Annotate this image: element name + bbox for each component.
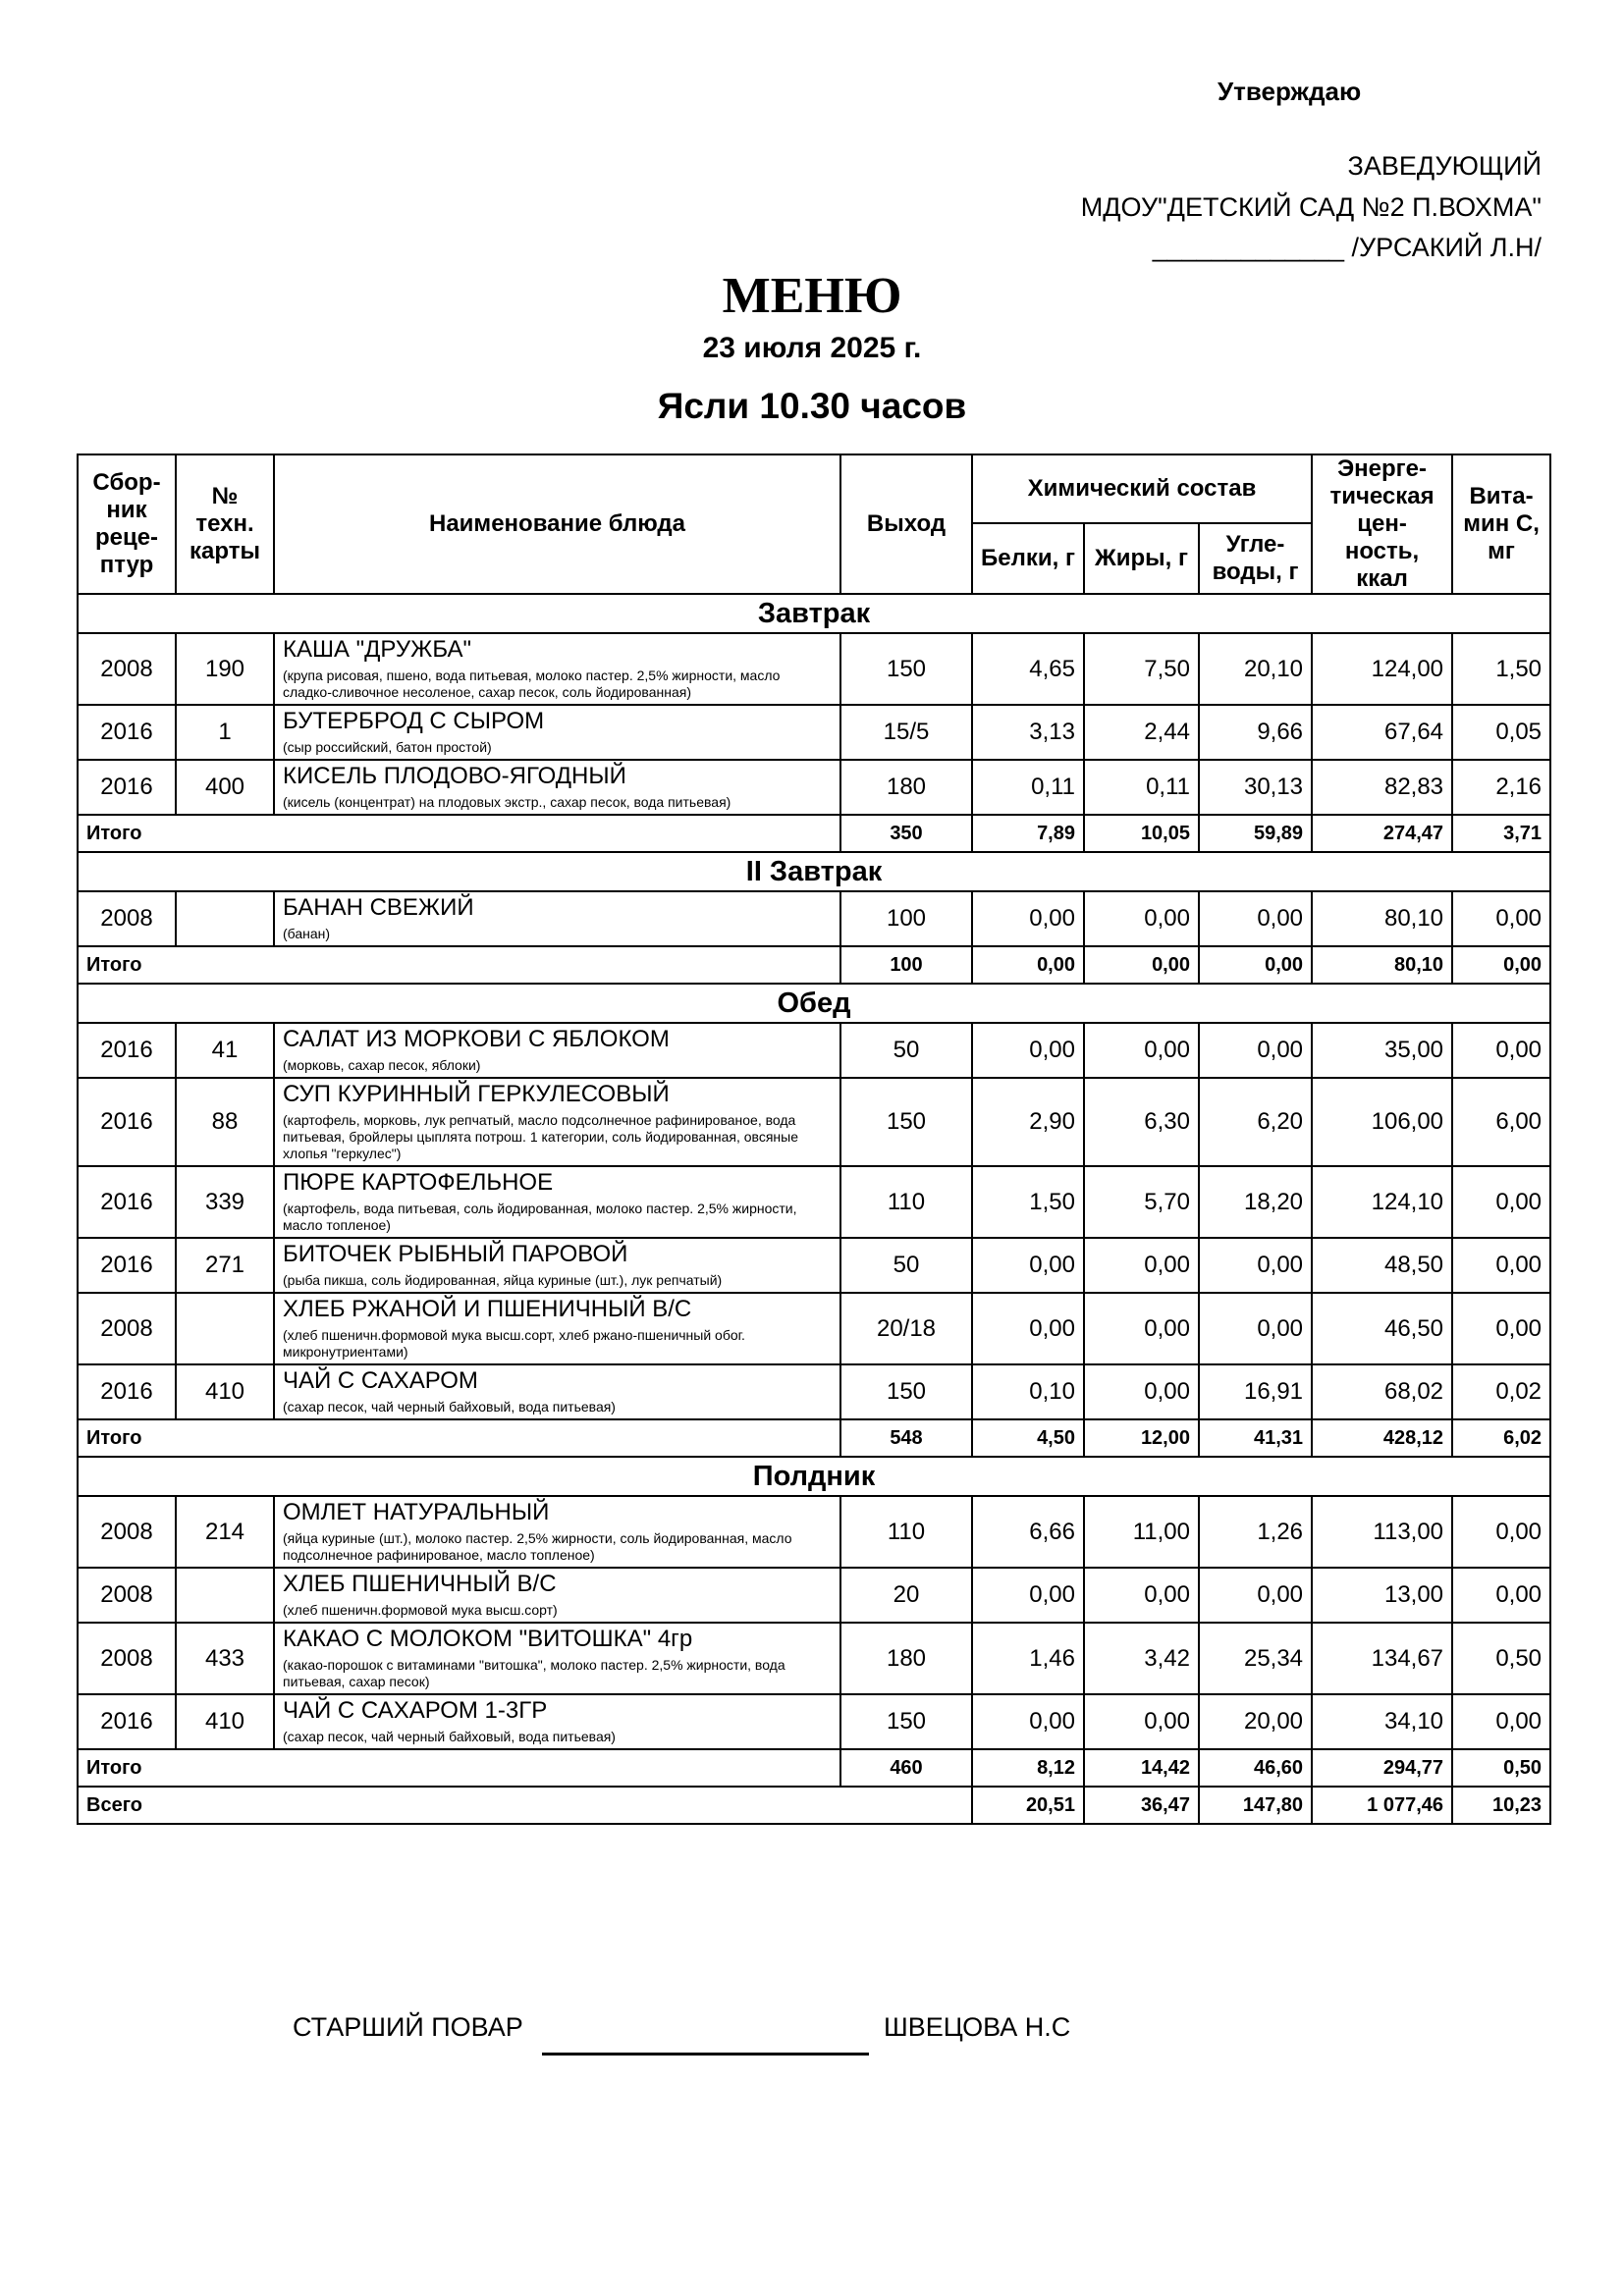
output-cell: 100	[840, 891, 972, 946]
fat-cell: 7,50	[1084, 633, 1199, 705]
total-energy: 274,47	[1312, 815, 1452, 852]
footer-name: ШВЕЦОВА Н.С	[884, 2012, 1071, 2042]
dish-composition: (сахар песок, чай черный байховый, вода питьевая)	[283, 1399, 616, 1415]
total-protein: 8,12	[972, 1749, 1084, 1787]
dish-cell	[274, 1293, 840, 1364]
total-vitc: 0,00	[1452, 946, 1550, 984]
total-label: Итого	[78, 1419, 840, 1457]
energy-cell: 67,64	[1312, 705, 1452, 760]
dish-composition: (картофель, морковь, лук репчатый, масло подсолнечное рафинированое, вода питьевая, бройлеры цыплята потрош. 1 категории, соль йодированная, овсяные хлопья "геркулес")	[283, 1112, 798, 1161]
dish-cell	[274, 1023, 840, 1078]
dish-cell	[274, 760, 840, 815]
vitc-cell: 0,00	[1452, 1568, 1550, 1623]
total-vitc: 3,71	[1452, 815, 1550, 852]
carbs-cell: 25,34	[1199, 1623, 1312, 1694]
total-carbs: 46,60	[1199, 1749, 1312, 1787]
col-dish: Наименование блюда	[274, 454, 840, 594]
output-cell: 20	[840, 1568, 972, 1623]
vitc-cell: 2,16	[1452, 760, 1550, 815]
dish-composition: (сыр российский, батон простой)	[283, 739, 492, 755]
dish-name: БАНАН СВЕЖИЙ	[283, 894, 474, 921]
protein-cell: 6,66	[972, 1496, 1084, 1568]
grand-total-row	[78, 1787, 1550, 1824]
dish-name: БУТЕРБРОД С СЫРОМ	[283, 708, 545, 734]
card-cell: 88	[176, 1078, 274, 1166]
total-label: Итого	[78, 1749, 840, 1787]
dish-name: ОМЛЕТ НАТУРАЛЬНЫЙ	[283, 1499, 550, 1525]
collection-cell: 2016	[78, 1078, 176, 1166]
vitc-cell: 0,00	[1452, 1238, 1550, 1293]
protein-cell: 0,00	[972, 1023, 1084, 1078]
dish-name: ПЮРЕ КАРТОФЕЛЬНОЕ	[283, 1169, 554, 1196]
total-protein: 7,89	[972, 815, 1084, 852]
protein-cell: 1,50	[972, 1166, 1084, 1238]
energy-cell: 34,10	[1312, 1694, 1452, 1749]
total-carbs: 41,31	[1199, 1419, 1312, 1457]
dish-cell	[274, 891, 840, 946]
fat-cell: 0,00	[1084, 1364, 1199, 1419]
carbs-cell: 9,66	[1199, 705, 1312, 760]
dish-composition: (рыба пикша, соль йодированная, яйца куриные (шт.), лук репчатый)	[283, 1272, 723, 1288]
dish-cell	[274, 1568, 840, 1623]
fat-cell: 6,30	[1084, 1078, 1199, 1166]
dish-row	[78, 891, 1550, 946]
menu-subtitle: Ясли 10.30 часов	[657, 386, 967, 426]
collection-cell: 2008	[78, 1293, 176, 1364]
protein-cell: 3,13	[972, 705, 1084, 760]
card-cell: 1	[176, 705, 274, 760]
protein-cell: 0,00	[972, 1238, 1084, 1293]
dish-name: ХЛЕБ РЖАНОЙ И ПШЕНИЧНЫЙ В/С	[283, 1296, 692, 1322]
dish-cell	[274, 705, 840, 760]
dish-name: КИСЕЛЬ ПЛОДОВО-ЯГОДНЫЙ	[283, 763, 626, 789]
energy-cell: 13,00	[1312, 1568, 1452, 1623]
dish-name: СУП КУРИННЫЙ ГЕРКУЛЕСОВЫЙ	[283, 1081, 670, 1107]
dish-cell	[274, 1496, 840, 1568]
carbs-cell: 0,00	[1199, 1238, 1312, 1293]
output-cell: 110	[840, 1166, 972, 1238]
fat-cell: 3,42	[1084, 1623, 1199, 1694]
card-cell	[176, 1568, 274, 1623]
total-energy: 80,10	[1312, 946, 1452, 984]
vitc-cell: 0,00	[1452, 1166, 1550, 1238]
protein-cell: 0,00	[972, 891, 1084, 946]
dish-name: БИТОЧЕК РЫБНЫЙ ПАРОВОЙ	[283, 1241, 628, 1267]
menu-table	[77, 454, 1551, 1825]
col-fat: Жиры, г	[1084, 523, 1199, 594]
carbs-cell: 0,00	[1199, 1293, 1312, 1364]
col-output: Выход	[840, 454, 972, 594]
page-title: МЕНЮ	[722, 268, 902, 324]
protein-cell: 0,00	[972, 1293, 1084, 1364]
card-cell	[176, 891, 274, 946]
col-card: № техн. карты	[176, 454, 274, 594]
protein-cell: 0,10	[972, 1364, 1084, 1419]
collection-cell: 2016	[78, 760, 176, 815]
col-protein: Белки, г	[972, 523, 1084, 594]
protein-cell: 0,11	[972, 760, 1084, 815]
total-output: 460	[840, 1749, 972, 1787]
carbs-cell: 20,00	[1199, 1694, 1312, 1749]
head-position: ЗАВЕДУЮЩИЙ	[1347, 151, 1542, 181]
dish-composition: (морковь, сахар песок, яблоки)	[283, 1057, 481, 1073]
dish-row	[78, 1078, 1550, 1166]
dish-row	[78, 1568, 1550, 1623]
energy-cell: 124,10	[1312, 1166, 1452, 1238]
section-title: Завтрак	[78, 594, 1550, 633]
energy-cell: 80,10	[1312, 891, 1452, 946]
total-output: 548	[840, 1419, 972, 1457]
output-cell: 20/18	[840, 1293, 972, 1364]
total-label: Итого	[78, 946, 840, 984]
total-fat: 10,05	[1084, 815, 1199, 852]
dish-row	[78, 1496, 1550, 1568]
vitc-cell: 0,00	[1452, 1293, 1550, 1364]
fat-cell: 0,11	[1084, 760, 1199, 815]
collection-cell: 2016	[78, 705, 176, 760]
menu-date: 23 июля 2025 г.	[702, 332, 922, 364]
card-cell: 214	[176, 1496, 274, 1568]
total-vitc: 0,50	[1452, 1749, 1550, 1787]
total-protein: 4,50	[972, 1419, 1084, 1457]
card-cell: 410	[176, 1694, 274, 1749]
section-title: II Завтрак	[78, 852, 1550, 891]
total-row	[78, 1749, 1550, 1787]
dish-name: ЧАЙ С САХАРОМ 1-3ГР	[283, 1697, 548, 1724]
vitc-cell: 0,05	[1452, 705, 1550, 760]
dish-row	[78, 1364, 1550, 1419]
col-carbs: Угле-воды, г	[1199, 523, 1312, 594]
collection-cell: 2008	[78, 633, 176, 705]
carbs-cell: 16,91	[1199, 1364, 1312, 1419]
dish-cell	[274, 1364, 840, 1419]
dish-name: ХЛЕБ ПШЕНИЧНЫЙ В/С	[283, 1571, 557, 1597]
dish-cell	[274, 1623, 840, 1694]
dish-cell	[274, 1078, 840, 1166]
carbs-cell: 6,20	[1199, 1078, 1312, 1166]
total-fat: 0,00	[1084, 946, 1199, 984]
fat-cell: 11,00	[1084, 1496, 1199, 1568]
card-cell: 271	[176, 1238, 274, 1293]
collection-cell: 2008	[78, 1623, 176, 1694]
card-cell: 433	[176, 1623, 274, 1694]
card-cell	[176, 1293, 274, 1364]
dish-row	[78, 1293, 1550, 1364]
dish-row	[78, 633, 1550, 705]
output-cell: 150	[840, 633, 972, 705]
section-row	[78, 852, 1550, 891]
energy-cell: 46,50	[1312, 1293, 1452, 1364]
carbs-cell: 0,00	[1199, 1023, 1312, 1078]
section-row	[78, 984, 1550, 1023]
section-title: Обед	[78, 984, 1550, 1023]
total-row	[78, 1419, 1550, 1457]
vitc-cell: 0,00	[1452, 1496, 1550, 1568]
carbs-cell: 18,20	[1199, 1166, 1312, 1238]
fat-cell: 2,44	[1084, 705, 1199, 760]
protein-cell: 1,46	[972, 1623, 1084, 1694]
dish-composition: (сахар песок, чай черный байховый, вода питьевая)	[283, 1729, 616, 1744]
total-fat: 14,42	[1084, 1749, 1199, 1787]
grand-total-label: Всего	[78, 1787, 972, 1824]
col-energy: Энерге-тическая цен-ность, ккал	[1312, 454, 1452, 594]
card-cell: 190	[176, 633, 274, 705]
carbs-cell: 1,26	[1199, 1496, 1312, 1568]
output-cell: 50	[840, 1023, 972, 1078]
section-title: Полдник	[78, 1457, 1550, 1496]
dish-row	[78, 1694, 1550, 1749]
total-label: Итого	[78, 815, 840, 852]
fat-cell: 0,00	[1084, 1293, 1199, 1364]
collection-cell: 2016	[78, 1694, 176, 1749]
dish-name: КАКАО С МОЛОКОМ "ВИТОШКА" 4гр	[283, 1626, 693, 1652]
energy-cell: 35,00	[1312, 1023, 1452, 1078]
card-cell: 339	[176, 1166, 274, 1238]
carbs-cell: 20,10	[1199, 633, 1312, 705]
protein-cell: 0,00	[972, 1694, 1084, 1749]
total-carbs: 0,00	[1199, 946, 1312, 984]
carbs-cell: 0,00	[1199, 891, 1312, 946]
signature-line	[542, 2053, 869, 2056]
grand-total-fat: 36,47	[1084, 1787, 1199, 1824]
total-output: 100	[840, 946, 972, 984]
head-org: МДОУ"ДЕТСКИЙ САД №2 П.ВОХМА"	[1080, 192, 1542, 222]
dish-row	[78, 705, 1550, 760]
total-vitc: 6,02	[1452, 1419, 1550, 1457]
total-energy: 294,77	[1312, 1749, 1452, 1787]
total-carbs: 59,89	[1199, 815, 1312, 852]
energy-cell: 113,00	[1312, 1496, 1452, 1568]
fat-cell: 0,00	[1084, 1023, 1199, 1078]
energy-cell: 82,83	[1312, 760, 1452, 815]
dish-composition: (яйца куриные (шт.), молоко пастер. 2,5% жирности, соль йодированная, масло подсолнечное рафинированое, масло топленое)	[283, 1530, 792, 1563]
total-fat: 12,00	[1084, 1419, 1199, 1457]
dish-composition: (хлеб пшеничн.формовой мука высш.сорт)	[283, 1602, 558, 1618]
output-cell: 15/5	[840, 705, 972, 760]
output-cell: 150	[840, 1078, 972, 1166]
energy-cell: 134,67	[1312, 1623, 1452, 1694]
vitc-cell: 6,00	[1452, 1078, 1550, 1166]
dish-composition: (какао-порошок с витаминами "витошка", молоко пастер. 2,5% жирности, вода питьевая, сахар песок)	[283, 1657, 785, 1689]
dish-cell	[274, 1166, 840, 1238]
collection-cell: 2008	[78, 1568, 176, 1623]
protein-cell: 4,65	[972, 633, 1084, 705]
head-signature: _____________ /УРСАКИЙ Л.Н/	[1152, 233, 1542, 262]
dish-row	[78, 1623, 1550, 1694]
card-cell: 400	[176, 760, 274, 815]
total-row	[78, 815, 1550, 852]
dish-cell	[274, 633, 840, 705]
dish-composition: (картофель, вода питьевая, соль йодированная, молоко пастер. 2,5% жирности, масло топленое)	[283, 1201, 797, 1233]
dish-name: ЧАЙ С САХАРОМ	[283, 1367, 478, 1394]
output-cell: 180	[840, 1623, 972, 1694]
col-chem: Химический состав	[972, 454, 1312, 523]
total-energy: 428,12	[1312, 1419, 1452, 1457]
collection-cell: 2008	[78, 1496, 176, 1568]
footer-position: СТАРШИЙ ПОВАР	[293, 2012, 523, 2042]
collection-cell: 2016	[78, 1238, 176, 1293]
collection-cell: 2008	[78, 891, 176, 946]
output-cell: 150	[840, 1694, 972, 1749]
collection-cell: 2016	[78, 1023, 176, 1078]
vitc-cell: 0,02	[1452, 1364, 1550, 1419]
total-output: 350	[840, 815, 972, 852]
protein-cell: 0,00	[972, 1568, 1084, 1623]
dish-row	[78, 1238, 1550, 1293]
col-collection: Сбор-ник реце-птур	[78, 454, 176, 594]
vitc-cell: 0,00	[1452, 1023, 1550, 1078]
energy-cell: 48,50	[1312, 1238, 1452, 1293]
total-protein: 0,00	[972, 946, 1084, 984]
dish-cell	[274, 1238, 840, 1293]
output-cell: 150	[840, 1364, 972, 1419]
output-cell: 180	[840, 760, 972, 815]
grand-total-vitc: 10,23	[1452, 1787, 1550, 1824]
fat-cell: 0,00	[1084, 891, 1199, 946]
fat-cell: 0,00	[1084, 1694, 1199, 1749]
dish-row	[78, 1166, 1550, 1238]
dish-composition: (крупа рисовая, пшено, вода питьевая, молоко пастер. 2,5% жирности, масло сладко-сливочное несоленое, сахар песок, соль йодированная)	[283, 667, 781, 700]
vitc-cell: 0,50	[1452, 1623, 1550, 1694]
vitc-cell: 1,50	[1452, 633, 1550, 705]
dish-row	[78, 1023, 1550, 1078]
collection-cell: 2016	[78, 1364, 176, 1419]
vitc-cell: 0,00	[1452, 1694, 1550, 1749]
grand-total-energy: 1 077,46	[1312, 1787, 1452, 1824]
grand-total-protein: 20,51	[972, 1787, 1084, 1824]
fat-cell: 0,00	[1084, 1568, 1199, 1623]
section-row	[78, 594, 1550, 633]
col-vitc: Вита-мин С, мг	[1452, 454, 1550, 594]
approve-label: Утверждаю	[1218, 77, 1362, 106]
card-cell: 410	[176, 1364, 274, 1419]
fat-cell: 0,00	[1084, 1238, 1199, 1293]
dish-name: КАША "ДРУЖБА"	[283, 636, 472, 663]
output-cell: 110	[840, 1496, 972, 1568]
energy-cell: 124,00	[1312, 633, 1452, 705]
dish-name: САЛАТ ИЗ МОРКОВИ С ЯБЛОКОМ	[283, 1026, 670, 1052]
carbs-cell: 0,00	[1199, 1568, 1312, 1623]
vitc-cell: 0,00	[1452, 891, 1550, 946]
carbs-cell: 30,13	[1199, 760, 1312, 815]
total-row	[78, 946, 1550, 984]
dish-composition: (хлеб пшеничн.формовой мука высш.сорт, хлеб ржано-пшеничный обог. микронутриентами)	[283, 1327, 745, 1360]
protein-cell: 2,90	[972, 1078, 1084, 1166]
energy-cell: 68,02	[1312, 1364, 1452, 1419]
dish-row	[78, 760, 1550, 815]
grand-total-carbs: 147,80	[1199, 1787, 1312, 1824]
fat-cell: 5,70	[1084, 1166, 1199, 1238]
dish-cell	[274, 1694, 840, 1749]
dish-composition: (банан)	[283, 926, 331, 941]
energy-cell: 106,00	[1312, 1078, 1452, 1166]
dish-composition: (кисель (концентрат) на плодовых экстр., сахар песок, вода питьевая)	[283, 794, 731, 810]
collection-cell: 2016	[78, 1166, 176, 1238]
output-cell: 50	[840, 1238, 972, 1293]
section-row	[78, 1457, 1550, 1496]
card-cell: 41	[176, 1023, 274, 1078]
